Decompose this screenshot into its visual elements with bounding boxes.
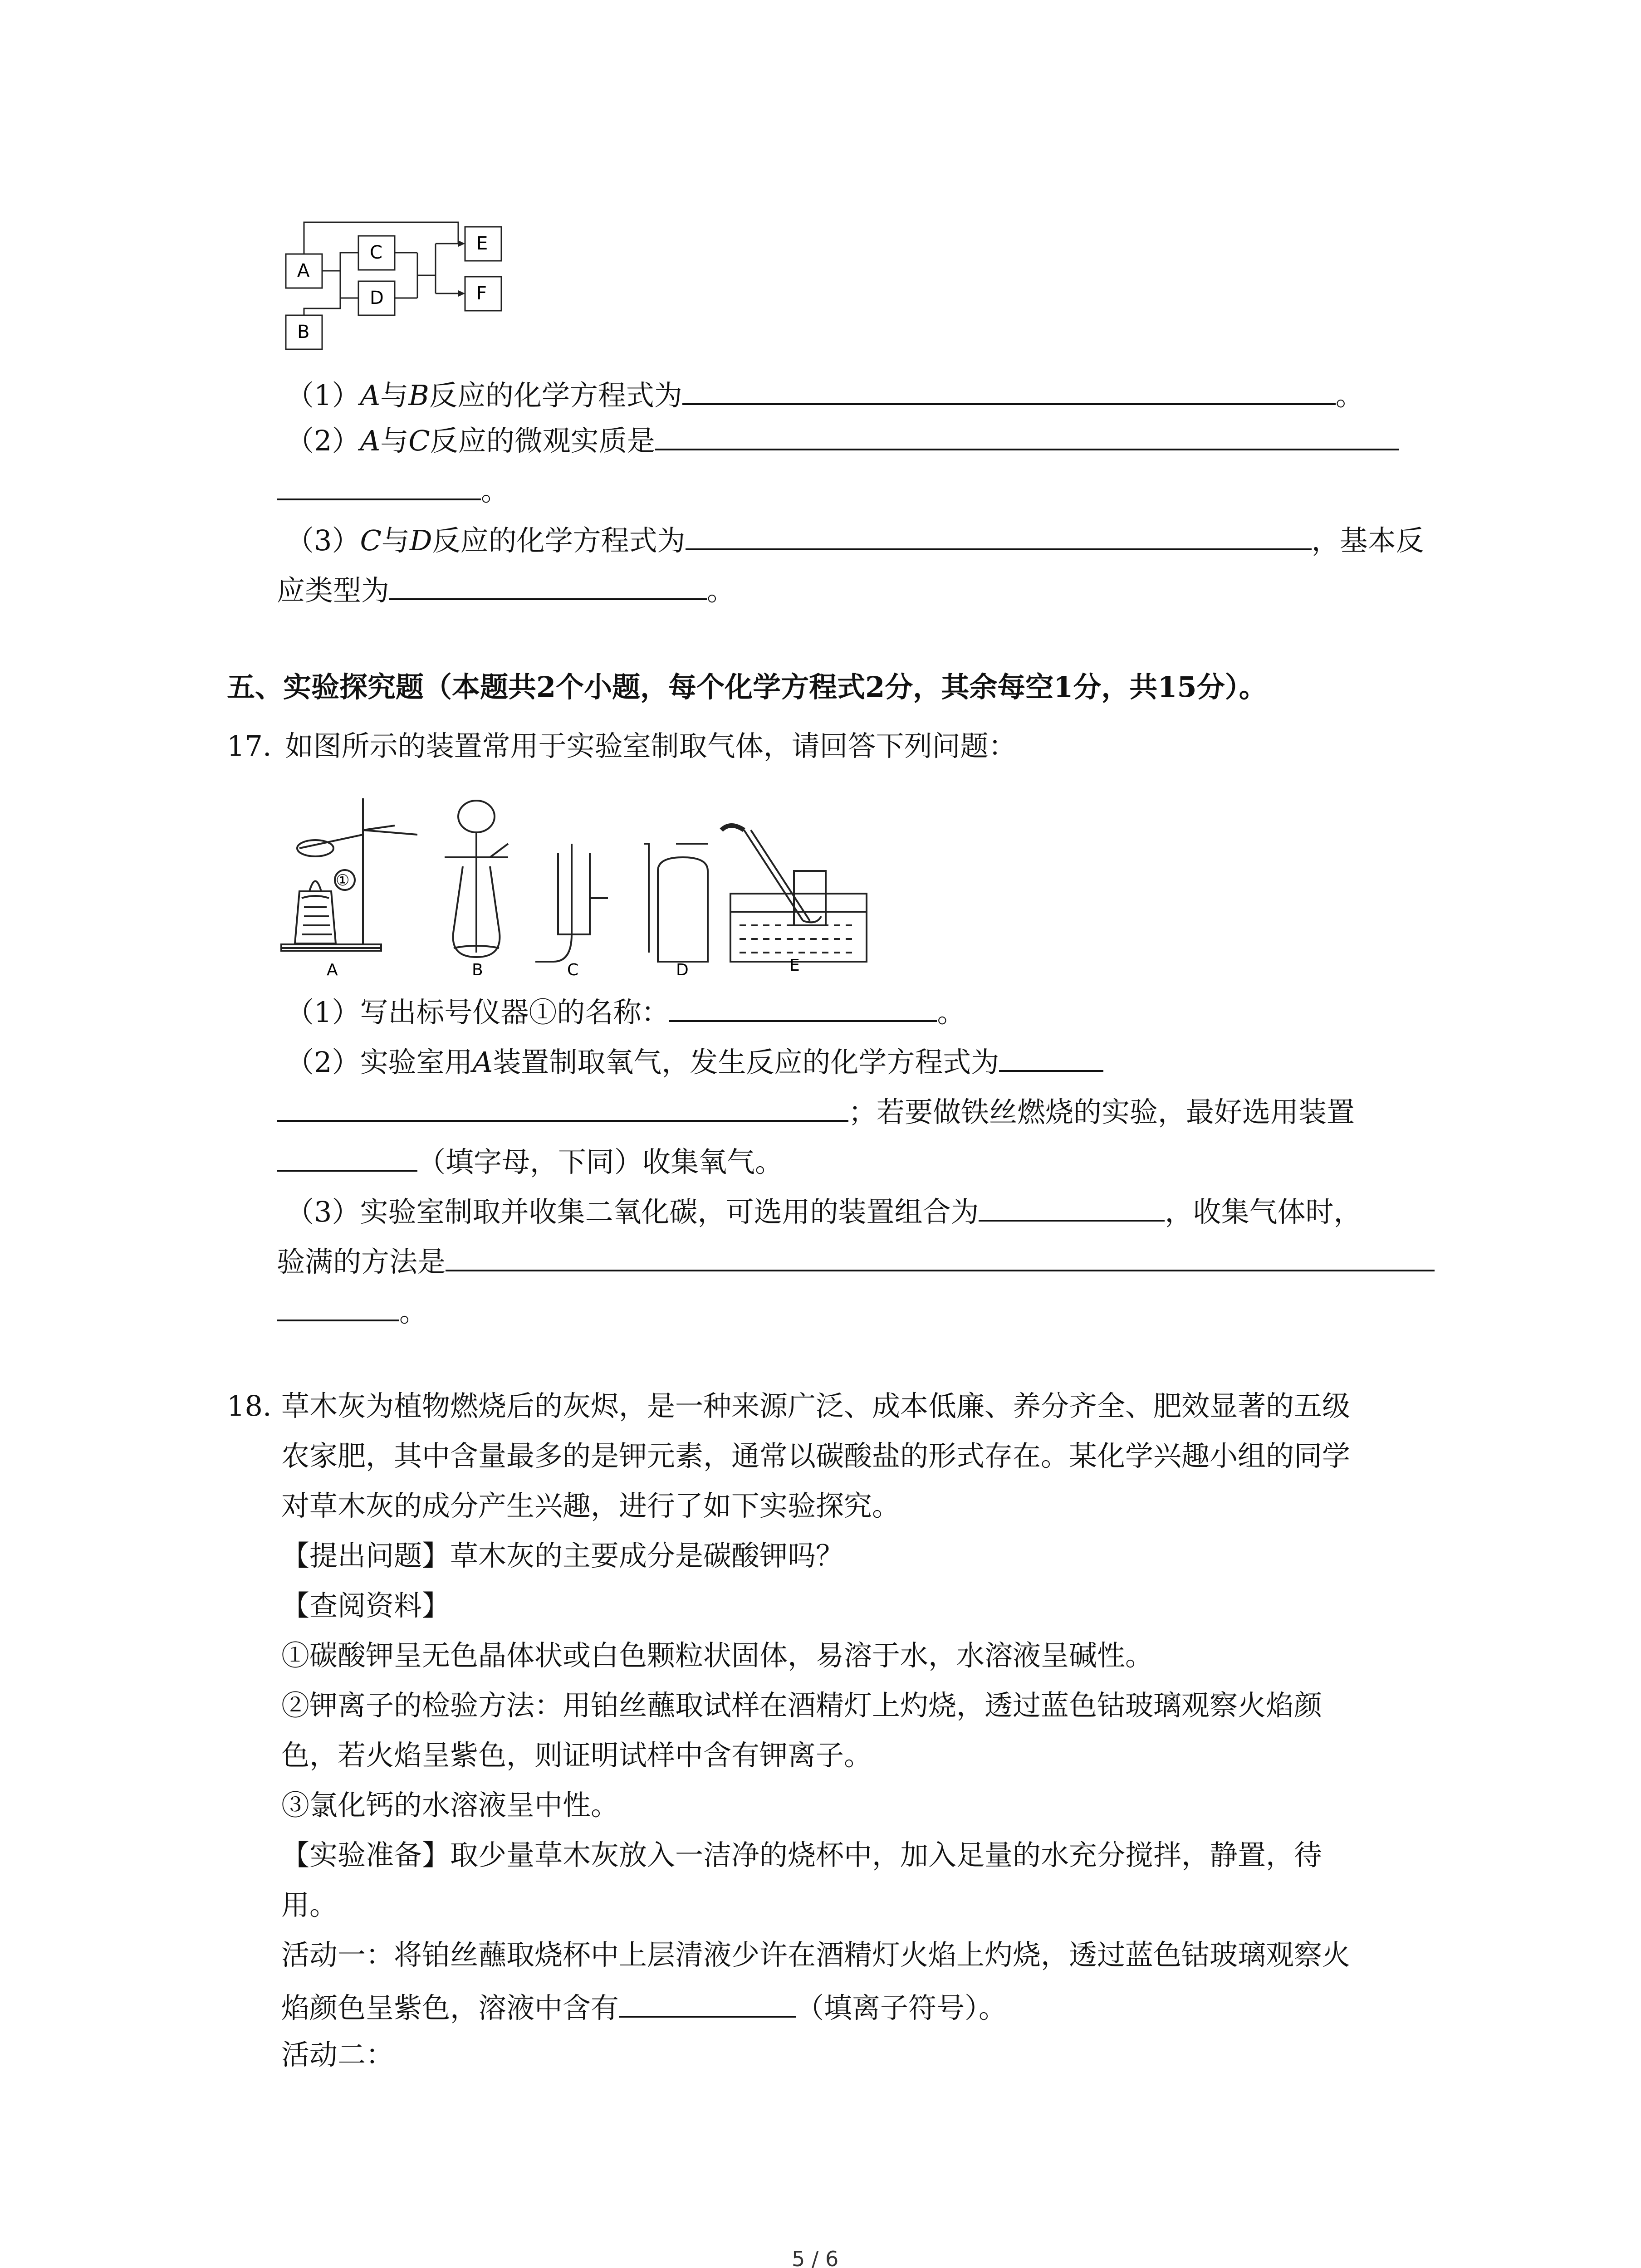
- q18-line: 【查阅资料】: [281, 1589, 451, 1622]
- q17-part3-line3: 。: [277, 1290, 427, 1330]
- box-a: A: [297, 260, 310, 281]
- q18-activity1-cont: 焰颜色呈紫色，溶液中含有 （填离子符号）。: [281, 1987, 1007, 2026]
- q18-line: ②钾离子的检验方法：用铂丝蘸取试样在酒精灯上灼烧，透过蓝色钴玻璃观察火焰颜: [281, 1689, 1323, 1722]
- q16-part1: （1）A与B反应的化学方程式为 。: [286, 374, 1364, 414]
- label-e: E: [789, 956, 800, 975]
- q18-line: 【提出问题】草木灰的主要成分是碳酸钾吗？: [281, 1539, 844, 1572]
- box-f: F: [476, 283, 487, 304]
- q17-part3: （3）实验室制取并收集二氧化碳，可选用的装置组合为 ，收集气体时，: [286, 1191, 1362, 1230]
- q18-line: 活动一：将铂丝蘸取烧杯中上层清液少许在酒精灯火焰上灼烧，透过蓝色钴玻璃观察火: [281, 1938, 1351, 1971]
- page-number: 5 / 6: [792, 2247, 839, 2268]
- q16-part2: （2）A与C反应的微观实质是: [286, 420, 1399, 459]
- box-c: C: [370, 242, 382, 263]
- answer-blank[interactable]: [389, 569, 707, 600]
- q18-line: 草木灰为植物燃烧后的灰烬，是一种来源广泛、成本低廉、养分齐全、肥效显著的五级: [281, 1389, 1351, 1422]
- section-heading: 五、实验探究题（本题共2个小题，每个化学方程式2分，其余每空1分，共15分）。: [227, 670, 1267, 704]
- q16-part2-cont: 。: [277, 469, 509, 509]
- answer-blank[interactable]: [446, 1241, 1435, 1271]
- q18-line: 农家肥，其中含量最多的是钾元素，通常以碳酸盐的形式存在。某化学兴趣小组的同学: [281, 1439, 1351, 1472]
- q18-line: ①碳酸钾呈无色晶体状或白色颗粒状固体，易溶于水，水溶液呈碱性。: [281, 1639, 1154, 1672]
- q18-activity2: 活动二：: [281, 2038, 394, 2071]
- label-d: D: [676, 961, 689, 979]
- answer-blank[interactable]: [277, 1290, 399, 1321]
- answer-blank[interactable]: [655, 420, 1399, 450]
- answer-blank[interactable]: [979, 1191, 1165, 1222]
- q16-part3-cont: 应类型为 。: [277, 569, 735, 609]
- q17-part3-line2: 验满的方法是: [277, 1241, 1435, 1280]
- answer-blank[interactable]: [277, 1141, 417, 1172]
- answer-blank[interactable]: [277, 469, 481, 500]
- q17-part2-line2: ；若要做铁丝燃烧的实验，最好选用装置: [277, 1091, 1355, 1130]
- marker-1: ①: [336, 871, 350, 890]
- reaction-diagram: [272, 218, 508, 367]
- answer-blank[interactable]: [277, 1091, 848, 1122]
- q17-part2-line3: （填字母，下同）收集氧气。: [277, 1141, 783, 1180]
- q18-line: 对草木灰的成分产生兴趣，进行了如下实验探究。: [281, 1489, 901, 1522]
- box-b: B: [297, 322, 310, 342]
- box-d: D: [370, 288, 384, 308]
- answer-blank[interactable]: [999, 1041, 1103, 1072]
- label-a: A: [327, 961, 338, 979]
- label-b: B: [472, 961, 483, 979]
- answer-blank[interactable]: [669, 991, 937, 1022]
- label-c: C: [567, 961, 579, 979]
- q18-line: 【实验准备】取少量草木灰放入一洁净的烧杯中，加入足量的水充分搅拌，静置，待: [281, 1838, 1323, 1872]
- answer-blank[interactable]: [619, 1987, 796, 2018]
- q16-part3: （3）C与D反应的化学方程式为 ，基本反: [286, 519, 1424, 559]
- q18-number: 18.: [227, 1389, 272, 1422]
- apparatus-figure: [272, 780, 871, 980]
- answer-blank[interactable]: [682, 374, 1336, 405]
- q18-line: 用。: [281, 1888, 338, 1921]
- q18-line: ③氯化钙的水溶液呈中性。: [281, 1789, 619, 1822]
- box-e: E: [476, 233, 488, 254]
- q18-line: 色，若火焰呈紫色，则证明试样中含有钾离子。: [281, 1739, 872, 1772]
- q17-stem: 17. 如图所示的装置常用于实验室制取气体，请回答下列问题：: [227, 729, 1017, 763]
- q17-part2: （2）实验室用A装置制取氧气，发生反应的化学方程式为: [286, 1041, 1103, 1080]
- q17-part1: （1）写出标号仪器①的名称： 。: [286, 991, 965, 1031]
- answer-blank[interactable]: [686, 519, 1312, 550]
